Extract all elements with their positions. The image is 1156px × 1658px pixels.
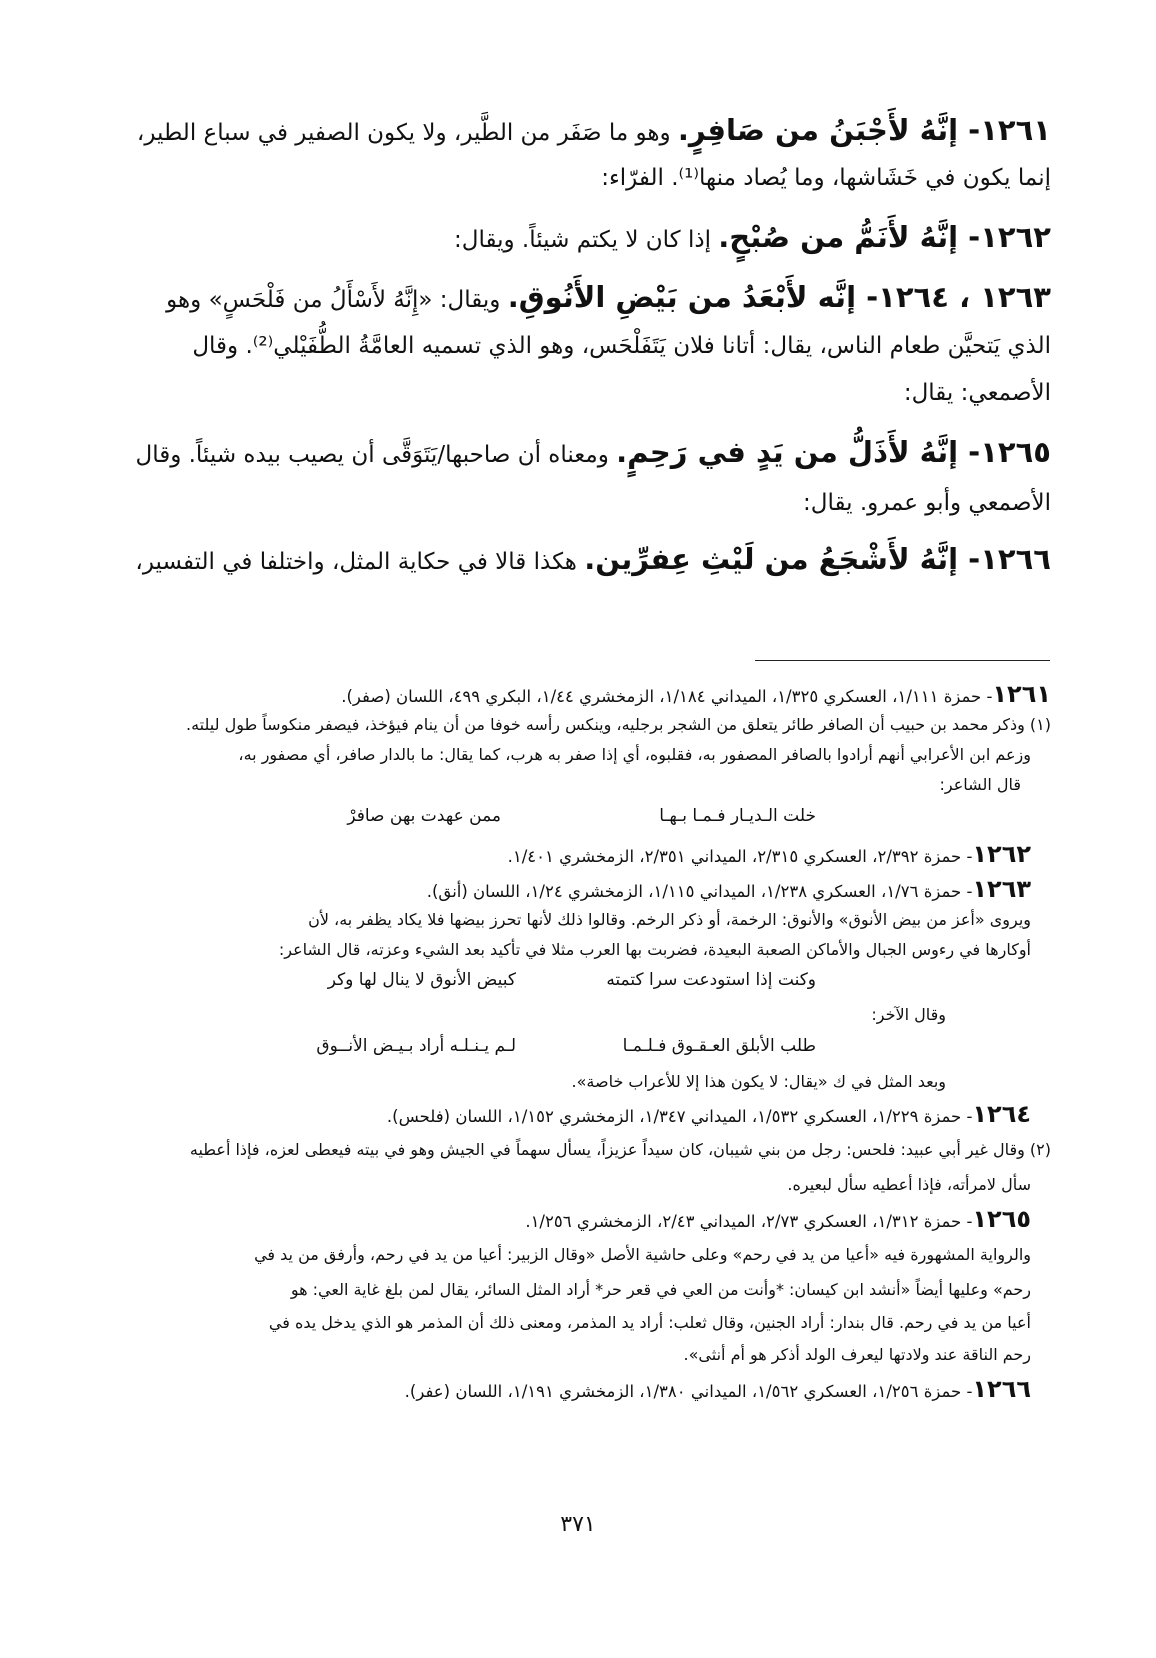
footnote-line (787, 1175, 1031, 1194)
main-text: إنما يكون في خَشَاشها، وما يُصاد منها⁽¹⁾. الفرّاء: (601, 165, 1051, 191)
footnote-text: والرواية المشهورة فيه «أعيا من يد في رحم» وعلى حاشية الأصل «وقال الزبير: أعيا من يد في رحم، وأرفق من يد في (254, 1245, 1031, 1264)
footnote-separator (755, 660, 1050, 661)
reference-line (525, 1205, 1031, 1233)
footnote-text: وبعد المثل في ك «يقال: لا يكون هذا إلا للأعراب خاصة». (571, 1072, 946, 1091)
proverb-heading: ١٢٦١- إنَّهُ لأَجْبَنُ من صَافِرٍ. (677, 113, 1051, 147)
verse-second-hemistich: كبيض الأنوق لا ينال لها وكر (327, 970, 516, 990)
main-line-5 (192, 333, 1051, 359)
page-number: ٣٧١ (560, 1512, 596, 1537)
reference-text: - حمزة ١/٢٥٦، العسكري ١/٥٦٢، الميداني ١/٣٨٠، الزمخشري ١/١٩١، اللسان (عفر). (404, 1382, 973, 1401)
footnote-line (871, 1005, 946, 1024)
footnote-line (684, 1345, 1031, 1364)
reference-line (387, 1100, 1031, 1128)
main-line-3 (454, 220, 1051, 254)
main-text: الذي يَتحيَّن طعام الناس، يقال: أتانا فلان يَتَفَلْحَس، وهو الذي تسميه العامَّةُ الطُّفَيْلي⁽²⁾. وقال (192, 333, 1051, 359)
reference-text: - حمزة ٢/٣٩٢، العسكري ٢/٣١٥، الميداني ٢/٣٥١، الزمخشري ١/٤٠١. (507, 847, 973, 866)
footnote-text: ويروى «أعز من بيض الأنوق» والأنوق: الرخمة، أو ذكر الرخم. وقالوا ذلك لأنها تحرز بيضها فلا يكاد يظفر به، لأن (308, 910, 1031, 929)
main-line-8 (803, 490, 1051, 516)
reference-text: - حمزة ١/١١١، العسكري ١/٣٢٥، الميداني ١/١٨٤، الزمخشري ١/٤٤، البكري ٤٩٩، اللسان (صفر). (341, 687, 993, 706)
proverb-heading: ١٢٦٥- إنَّهُ لأَذَلُّ من يَدٍ في رَحِمٍ. (616, 435, 1051, 469)
footnote-line (238, 745, 1031, 764)
footnote-text: وقال الآخر: (871, 1005, 946, 1024)
footnote-text: أعيا من يد في رحم. قال بندار: أراد الجنين، وقال ثعلب: أراد يد المذمر، ومعنى ذلك أن المذمر هو الذي يدخل يده في (268, 1313, 1031, 1332)
main-text: إذا كان لا يكتم شيئاً. ويقال: (453, 227, 719, 253)
reference-number: ١٢٦٢ (972, 840, 1031, 868)
reference-number: ١٢٦٣ (972, 875, 1031, 903)
footnote-line (291, 1280, 1031, 1299)
verse-second-hemistich: لـم يـنـلـه أراد بـيـض الأنــوق (316, 1036, 516, 1056)
proverb-heading: ١٢٦٦- إنَّهُ لأَشْجَعُ من لَيْثِ عِفرِّين. (584, 542, 1051, 576)
footnote-text: (١) وذكر محمد بن حبيب أن الصافر طائر يتعلق من الشجر برجليه، وينكس رأسه خوفا من أن ينام فيؤخذ، فيصفر منكوساً طول ليلته. (186, 715, 1051, 734)
footnote-text: وزعم ابن الأعرابي أنهم أرادوا بالصافر المصفور به، فقلبوه، أي إذا صفر به هرب، كما يقال: ما بالدار صافر، أي مصفور به، (238, 745, 1031, 764)
reference-number: ١٢٦٥ (972, 1205, 1031, 1233)
reference-number: ١٢٦٦ (972, 1375, 1031, 1403)
proverb-heading: ١٢٦٢- إنَّهُ لأَنَمُّ من صُبْحٍ. (718, 220, 1051, 254)
footnote-text: سأل لامرأته، فإذا أعطيه سأل لبعيره. (787, 1175, 1031, 1194)
reference-line (405, 1375, 1031, 1403)
main-line-1 (137, 113, 1051, 147)
main-text: وهو ما صَفَر من الطَّير، ولا يكون الصفير في سباع الطير، (136, 120, 678, 146)
footnote-line (254, 1245, 1031, 1264)
verse-second-hemistich: ممن عهدت بهن صافرْ (347, 806, 501, 826)
reference-text: - حمزة ١/٢٢٩، العسكري ١/٥٣٢، الميداني ١/٣٤٧، الزمخشري ١/١٥٢، اللسان (فلحس). (386, 1107, 973, 1126)
main-line-6 (904, 380, 1051, 406)
footnote-text: رحم» وعليها أيضاً «أنشد ابن كيسان: *وأنت من العي في قعر حر* أراد المثل السائر، يقال لمن بلغ غاية العي: هو (290, 1280, 1031, 1299)
reference-text: - حمزة ١/٣١٢، العسكري ٢/٧٣، الميداني ٢/٤٣، الزمخشري ١/٢٥٦. (525, 1212, 973, 1231)
footnote-text: (٢) وقال غير أبي عبيد: فلحس: رجل من بني شيبان، كان سيداً عزيزاً، يسأل سهماً في الجيش وهو في بيته فيعطى لعزه، فإذا أعطيه (189, 1140, 1051, 1159)
main-text: الأصمعي: يقال: (903, 380, 1051, 406)
footnote-text: رحم الناقة عند ولادتها ليعرف الولد أذكر هو أم أنثى». (683, 1345, 1031, 1364)
footnote-line (572, 1072, 946, 1091)
footnote-text: قال الشاعر: (939, 775, 1021, 794)
main-line-4 (166, 280, 1051, 314)
reference-line (508, 840, 1031, 868)
verse-first-hemistich: خلت الـديـار فـمـا بـهـا (659, 806, 816, 826)
footnote-line (190, 1140, 1051, 1159)
main-text: ويقال: «إِنَّهُ لأَسْأَلُ من فَلْحَسٍ» وهو (166, 287, 508, 313)
reference-text: - حمزة ١/٧٦، العسكري ١/٢٣٨، الميداني ١/١١٥، الزمخشري ١/٢٤، اللسان (أنق). (426, 882, 973, 901)
verse-first-hemistich: طلب الأبلق العـقـوق فـلـمـا (622, 1036, 816, 1056)
footnote-text: أوكارها في رءوس الجبال والأماكن الصعبة البعيدة، فضربت بها العرب مثلا في تأكيد بعد الشيء وعزته، قال الشاعر: (278, 940, 1031, 959)
reference-number: ١٢٦١ (992, 680, 1051, 708)
footnote-line (279, 940, 1031, 959)
main-text: هكذا قالا في حكاية المثل، واختلفا في التفسير، (135, 549, 585, 575)
main-line-9 (135, 542, 1051, 576)
reference-line (427, 875, 1031, 903)
verse-first-hemistich: وكنت إذا استودعت سرا كتمته (606, 970, 816, 990)
reference-line (341, 680, 1051, 708)
proverb-heading: ١٢٦٣ ، ١٢٦٤- إنَّه لأَبْعَدُ من بَيْضِ الأَنُوقِ. (507, 280, 1051, 314)
main-text: ومعناه أن صاحبها/يَتَوَقَّى أن يصيب بيده شيئاً. وقال (135, 442, 617, 468)
footnote-line (269, 1313, 1031, 1332)
main-line-2 (601, 165, 1051, 191)
footnote-line (940, 775, 1021, 794)
footnote-line (186, 715, 1051, 734)
reference-number: ١٢٦٤ (972, 1100, 1031, 1128)
main-line-7 (135, 435, 1051, 469)
main-text: الأصمعي وأبو عمرو. يقال: (803, 490, 1051, 516)
footnote-line (308, 910, 1031, 929)
